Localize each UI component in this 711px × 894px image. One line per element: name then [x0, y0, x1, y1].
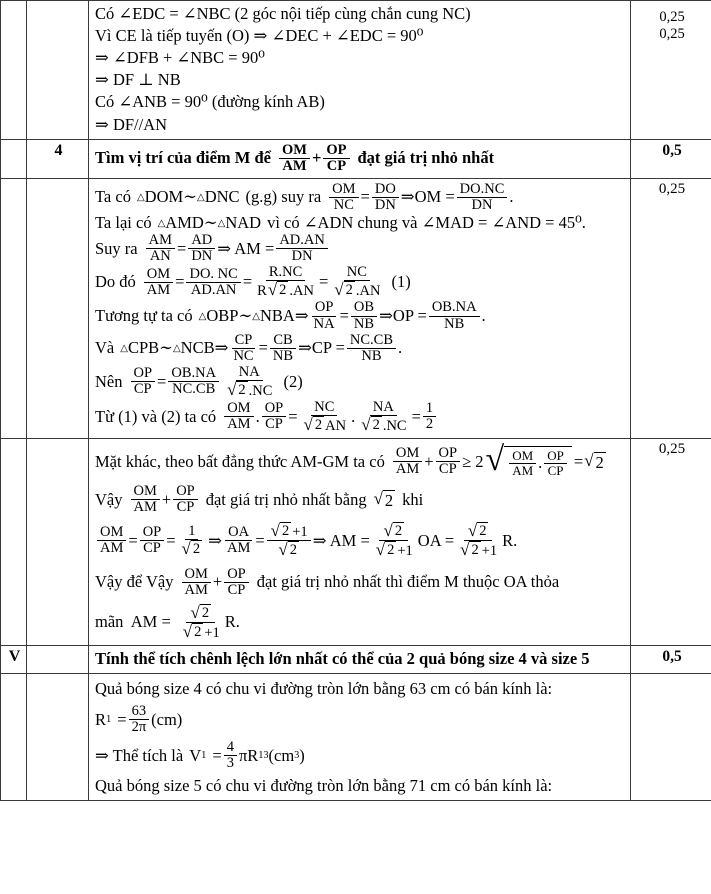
section-roman-numeral: V [1, 645, 27, 673]
radical-icon: √ 2 [467, 521, 487, 541]
fraction-one-sqrt2: 1 √ 2 [181, 522, 201, 558]
equation-tag: (2) [283, 371, 303, 391]
amgm-line-3: $\frac{OM}{AM}$ = $\frac{OP}{CP}$ = 1 √ 2 ⇒ $\frac{OA}{AM}$ = √ 2 +1 √ 2 ⇒ AM = √ 2 √ 2 +1 OA = √ 2 √ 2 +1 R. [95, 522, 626, 559]
amgm-line-4: Vậy để Vậy $\frac{OM}{AM}$ + $\frac{OP}{CP}$ đạt giá trị nhỏ nhất thì điểm M thuộc OA thỏa [95, 565, 560, 598]
score-cell [631, 178, 711, 438]
table-row [1, 139, 711, 178]
fraction-63-2pi: $\frac{63}{2\pi}$ [129, 704, 150, 735]
amgm-line-1: Mặt khác, theo bất đẳng thức AM-GM ta có $\frac{OM}{AM}$ + $\frac{OP}{CP}$ ≥ 2 √ $\frac{OM}{AM}$ . $\frac{OP}{CP}$ = √ 2 [95, 441, 604, 479]
score-value: 0,25 [658, 180, 686, 197]
table-row [1, 1, 711, 140]
fraction-do-dn: $\frac{DO}{DN}$ [372, 182, 399, 213]
fraction-one-half: $\frac{1}{2}$ [423, 401, 436, 432]
subscript: 1 [258, 750, 264, 761]
fraction-cp-nc: $\frac{CP}{NC}$ [233, 331, 254, 364]
radical-icon: √ 2 [227, 379, 246, 399]
proof-line: Vì CE là tiếp tuyến (O) ⇒ ∠DEC + ∠EDC = 90⁰ [95, 26, 424, 46]
fraction-om-am: $\frac{OM}{AM}$ [182, 567, 211, 598]
fraction-om-am: $\frac{OM}{AM}$ [509, 449, 536, 477]
derivation-line-3: Suy ra $\frac{AM}{AN}$ = $\frac{AD}{DN}$ ⇒ AM = $\frac{AD.AN}{DN}$ [95, 233, 626, 264]
fraction-om-am: $\frac{OM}{AM}$ [97, 525, 126, 556]
derivation-line-2: Ta lại có △ AMD ∼ △ NAD vì có ∠ADN chung và ∠MAD = ∠AND = 45⁰. [95, 212, 586, 232]
proof-line: ⇒ DF ⊥ NB [95, 70, 181, 90]
question-heading [95, 143, 626, 174]
similar-triangles-cell [89, 178, 631, 438]
table-row [1, 178, 711, 438]
question-4-heading-cell [89, 139, 631, 178]
radical-icon: √ 2 [267, 280, 287, 300]
amgm-line-2: Vậy $\frac{OM}{AM}$ + $\frac{OP}{CP}$ đạt giá trị nhỏ nhất bằng √ 2 khi [95, 483, 424, 516]
radical-icon: √ 2 [181, 538, 201, 558]
roman-cell [1, 1, 27, 140]
fraction-nc-sqrt2an: NC √ 2 AN [303, 398, 347, 434]
fraction-nccb-nb: $\frac{NC.CB}{NB}$ [347, 333, 396, 364]
radical-icon: √ 2 [190, 602, 210, 622]
fraction-donc-adan: $\frac{DO. NC}{AD.AN}$ [186, 267, 240, 298]
fraction-op-cp: $\frac{OP}{CP}$ [544, 449, 567, 477]
fraction-rnc-r-sqrt2-an: R.NC R √ 2 .AN [257, 264, 314, 300]
proof-df-an-cell [89, 1, 631, 140]
roman-cell [1, 178, 27, 438]
derivation-line-4: Do đó $\frac{OM}{AM}$ = $\frac{DO. NC}{AD.AN}$ = R.NC R √ 2 .AN = NC √ 2 .AN (1) [95, 264, 411, 300]
score-cell: 0,5 [631, 139, 711, 178]
radical-icon: √ 2 [383, 521, 403, 541]
radical-icon: √ 2 [373, 488, 394, 510]
radical-icon: √ 2 [584, 450, 604, 472]
proof-line: Có ∠ANB = 90⁰ (đường kính AB) [95, 92, 325, 112]
radical-icon: √ 2 [303, 414, 323, 434]
derivation-line-6: Và △ CPB ∼ △ NCB ⇒ $\frac{CP}{NC}$ = $\frac{CB}{NB}$ ⇒ CP = $\frac{NC.CB}{NB}$ . [95, 331, 403, 364]
number-cell [27, 673, 89, 801]
equation-tag: (1) [391, 272, 411, 292]
amgm-line-5: mãn AM = √ 2 √ 2 +1 R. [95, 602, 240, 641]
score-value: 0,25 [658, 441, 686, 458]
fraction-op-cp: $\frac{OP}{CP}$ [224, 567, 249, 598]
subscript: 1 [201, 750, 207, 761]
fraction-na-sqrt2-nc: NA √ 2 .NC [227, 363, 273, 399]
table-row [1, 645, 711, 673]
fraction-op-na: $\frac{OP}{NA}$ [313, 299, 335, 332]
proof-line: ⇒ ∠DFB + ∠NBC = 90⁰ [95, 48, 265, 68]
amgm-cell [89, 439, 631, 646]
fraction-op-cp: $\frac{OP}{CP}$ [262, 401, 287, 432]
plus-sign: + [311, 148, 322, 168]
derivation-line-5: Tương tự ta có △ OBP ∼ △ NBA ⇒ $\frac{OP}{NA}$ = $\frac{OB}{NB}$ ⇒ OP = $\frac{OB.NA}{NB}$ . [95, 299, 486, 332]
fraction-obna-nb: $\frac{OB.NA}{NB}$ [429, 300, 480, 331]
fraction-op-cp: $\frac{OP}{CP}$ [140, 525, 165, 556]
proof-line: ⇒ DF//AN [95, 114, 168, 134]
radical-icon: √ 2 [460, 540, 479, 560]
heading-pre: Tìm vị trí của điểm M để [95, 148, 271, 168]
derivation-line-8: Từ (1) và (2) ta có $\frac{OM}{AM}$ . $\frac{OP}{CP}$ = NC √ 2 AN . NA √ 2 .NC = $\frac{1}{2}$ [95, 400, 626, 434]
roman-cell [1, 139, 27, 178]
derivation-line-7: Nên $\frac{OP}{CP}$ = $\frac{OB.NA}{NC.CB}$ NA √ 2 .NC (2) [95, 363, 303, 399]
number-cell [27, 439, 89, 646]
solution-line: Quả bóng size 5 có chu vi đường tròn lớn bằng 71 cm có bán kính là: [95, 776, 553, 796]
radical-icon: √ $\frac{OM}{AM}$ . $\frac{OP}{CP}$ [486, 446, 572, 477]
fraction-om-am: $\frac{OM}{AM}$ [393, 446, 422, 477]
number-cell [27, 645, 89, 673]
section-V-body-cell [89, 673, 631, 801]
superscript: 3 [263, 750, 269, 762]
roman-cell [1, 439, 27, 646]
fraction-am-an: $\frac{AM}{AN}$ [146, 233, 175, 264]
score-cell [631, 673, 711, 801]
section-V-heading-cell [89, 645, 631, 673]
superscript: 3 [294, 750, 300, 762]
radical-icon: √ 2 [375, 540, 395, 560]
fraction-sqrt2-over-sqrt2plus1: √ 2 √ 2 +1 [182, 602, 220, 641]
number-cell [27, 178, 89, 438]
score-cell [631, 1, 711, 140]
fraction-ob-nb: $\frac{OB}{NB}$ [351, 300, 377, 331]
fraction-sqrt2-over-sqrt2plus1: √ 2 √ 2 +1 [460, 521, 498, 560]
radical-icon: √ 2 [182, 621, 202, 641]
fraction-op-cp: $\frac{OP}{CP}$ [436, 446, 461, 477]
score-value-top: 0,25 [659, 9, 685, 25]
radical-icon: √ 2 [361, 414, 380, 434]
fraction-cb-nb: $\frac{CB}{NB}$ [270, 333, 296, 364]
score-cell [631, 439, 711, 646]
volume-formula-line: ⇒ Thể tích là V 1 = $\frac{4}{3}$ πR 1 3 (cm 3 ) [95, 739, 305, 772]
subscript: 1 [106, 713, 112, 725]
roman-cell [1, 673, 27, 801]
radical-icon: √ 2 [334, 280, 353, 300]
heading-post: đạt giá trị nhỏ nhất [357, 148, 495, 168]
fraction-obna-nccb: $\frac{OB.NA}{NC.CB}$ [168, 366, 219, 397]
solution-line: Quả bóng size 4 có chu vi đường tròn lớn bằng 63 cm có bán kính là: [95, 678, 553, 698]
score-cell: 0,5 [631, 645, 711, 673]
number-cell [27, 1, 89, 140]
fraction-4-3: $\frac{4}{3}$ [224, 740, 237, 771]
fraction-sqrt2-over-sqrt2plus1: √ 2 √ 2 +1 [375, 521, 413, 560]
fraction-op-cp: $\frac{OP}{CP}$ [131, 366, 156, 397]
proof-line: Có ∠EDC = ∠NBC (2 góc nội tiếp cùng chắn cung NC) [95, 4, 471, 23]
fraction-om-am: $\frac{OM}{AM}$ [279, 143, 310, 174]
table-row [1, 439, 711, 646]
radical-icon: √ 2 [270, 521, 290, 541]
fraction-om-am: $\frac{OM}{AM}$ [144, 267, 173, 298]
question-number: 4 [27, 139, 89, 178]
fraction-donc-dn: $\frac{DO.NC}{DN}$ [457, 182, 508, 213]
fraction-nc-sqrt2-an: NC √ 2 .AN [334, 264, 381, 300]
derivation-line-1: Ta có △ DOM ∼ △ DNC (g.g) suy ra $\frac{OM}{NC}$ = $\frac{DO}{DN}$ ⇒ OM = $\frac{DO.NC}{DN}$ . [95, 180, 514, 213]
score-value-bottom: 0,25 [659, 26, 685, 42]
radius-formula-line: R 1 = $\frac{63}{2\pi}$ (cm) [95, 703, 183, 736]
fraction-op-cp: $\frac{OP}{CP}$ [173, 484, 198, 515]
fraction-op-cp: $\frac{OP}{CP}$ [323, 143, 349, 174]
table-row [1, 673, 711, 801]
fraction-na-sqrt2nc: NA √ 2 .NC [361, 398, 407, 434]
radical-icon: √ 2 [278, 540, 297, 560]
triangle-symbol: △ [136, 191, 145, 203]
fraction-om-nc: $\frac{OM}{NC}$ [329, 182, 358, 213]
fraction-adan-dn: $\frac{AD.AN}{DN}$ [276, 233, 328, 264]
fraction-om-am: $\frac{OM}{AM}$ [224, 401, 253, 432]
fraction-ad-dn: $\frac{AD}{DN}$ [188, 233, 215, 264]
fraction-sqrt2plus1-sqrt2: √ 2 +1 √ 2 [267, 522, 311, 559]
section-heading: Tính thể tích chênh lệch lớn nhất có thể của 2 quả bóng size 4 và size 5 [95, 648, 590, 668]
fraction-oa-am: $\frac{OA}{AM}$ [226, 524, 251, 557]
fraction-om-am: $\frac{OM}{AM}$ [131, 484, 160, 515]
